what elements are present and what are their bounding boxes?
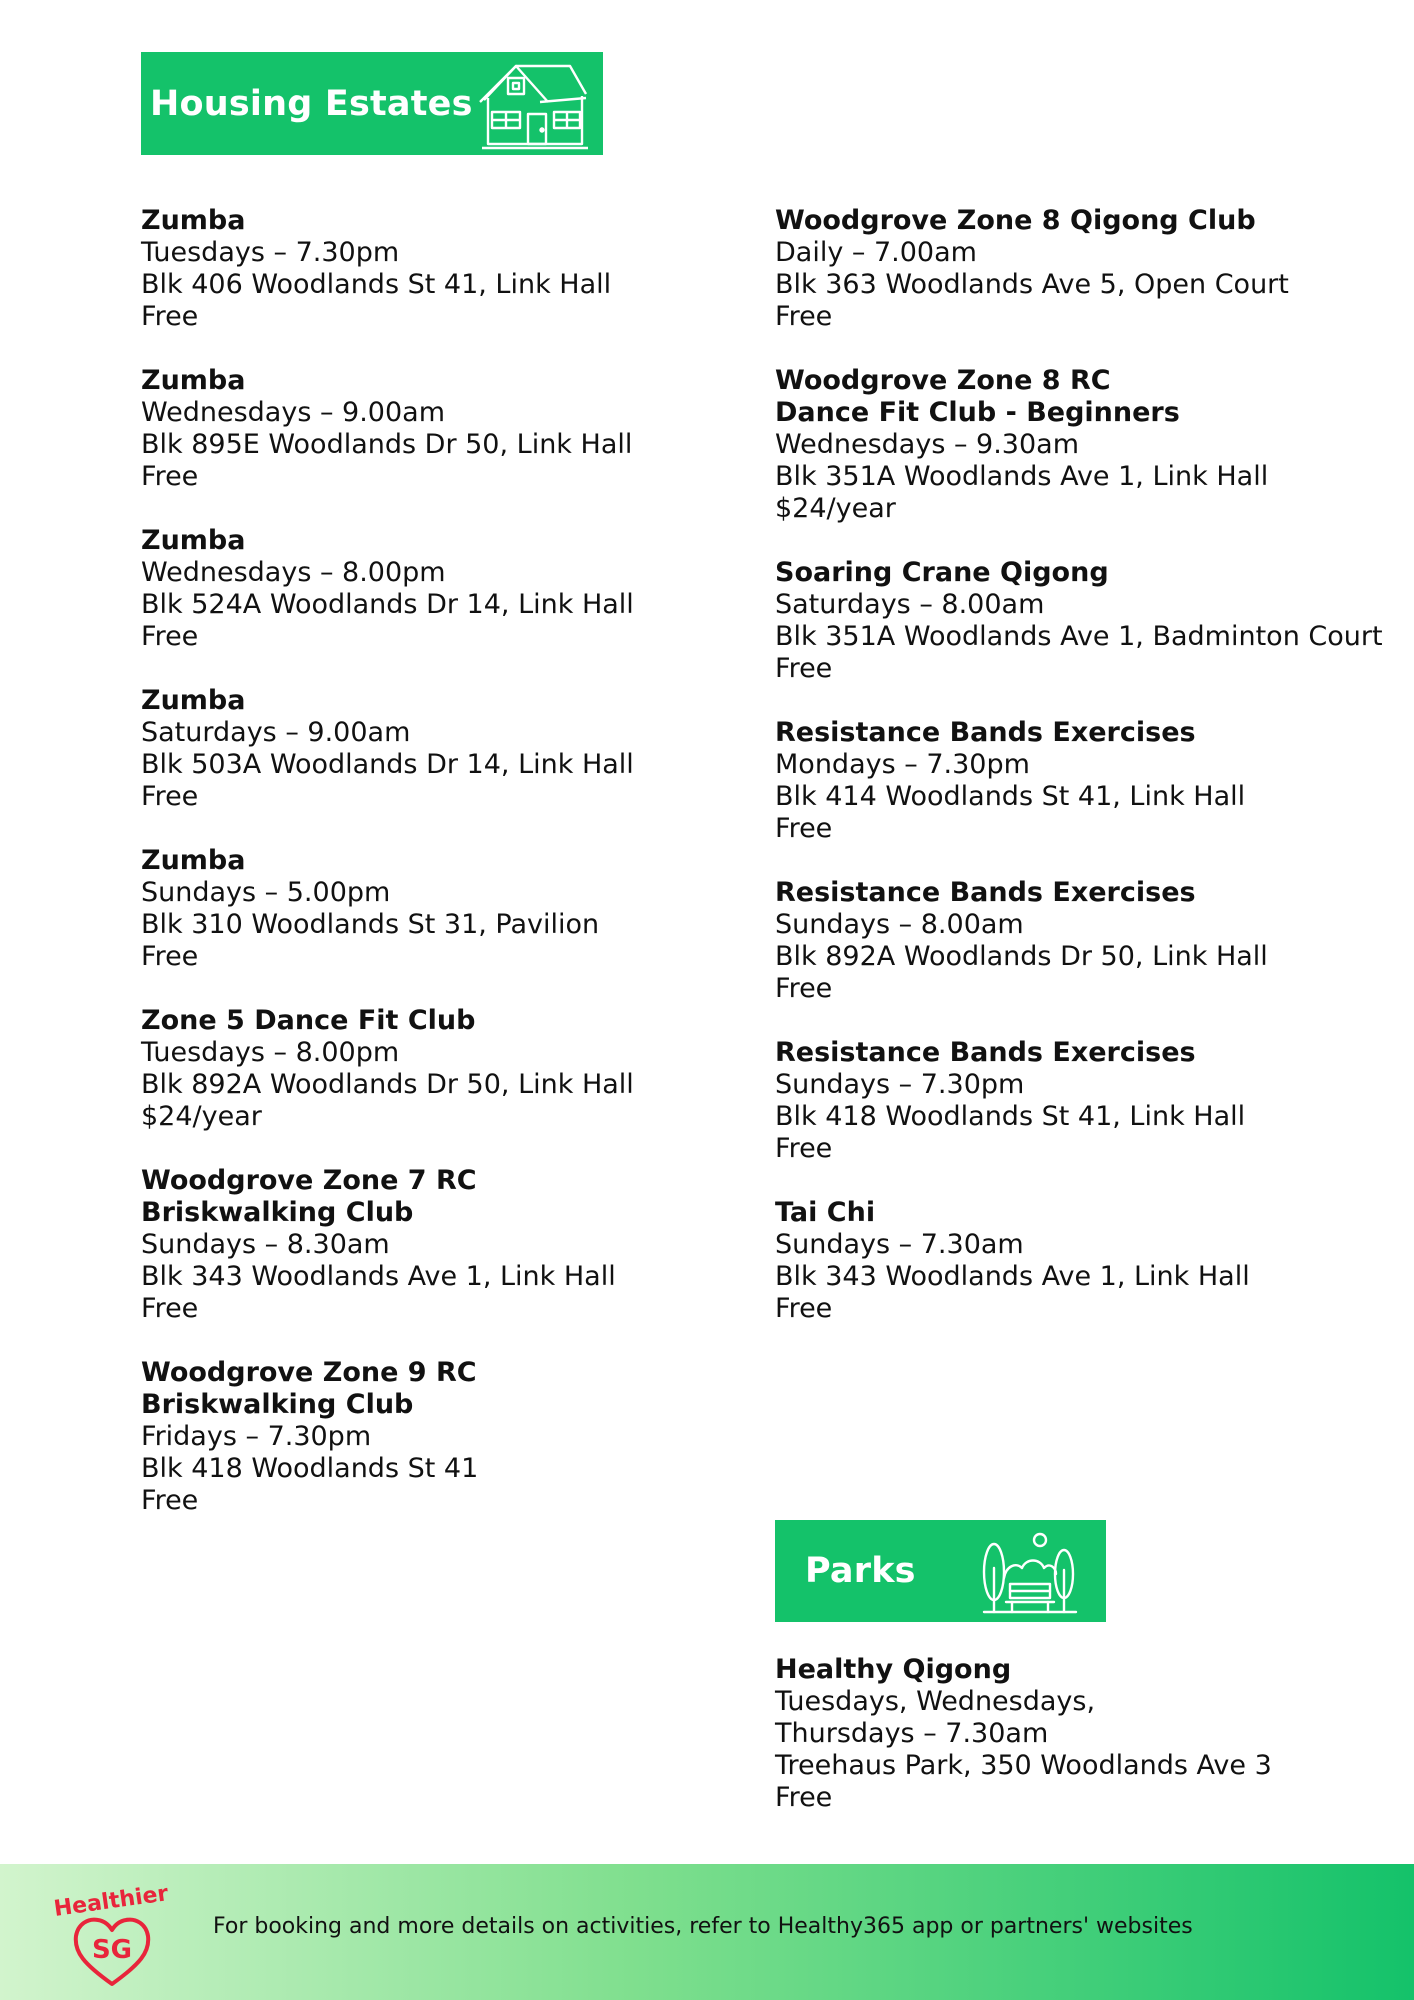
healthier-sg-logo <box>44 1878 180 1992</box>
activity-location: Blk 414 Woodlands St 41, Link Hall <box>775 781 1246 812</box>
activity-name: Zone 5 Dance Fit Club <box>141 1005 476 1036</box>
list-item <box>141 205 721 333</box>
list-item <box>775 877 1395 1005</box>
list-item <box>141 1165 721 1325</box>
list-item <box>775 365 1395 525</box>
activity-price: Free <box>141 1293 199 1324</box>
housing-left-column <box>141 205 721 1549</box>
activity-price: Free <box>141 781 199 812</box>
activity-schedule: Tuesdays, Wednesdays, Thursdays – 7.30am <box>775 1686 1096 1749</box>
activity-name: Zumba <box>141 365 246 396</box>
activity-name: Woodgrove Zone 7 RC Briskwalking Club <box>141 1165 477 1228</box>
activity-schedule: Saturdays – 8.00am <box>775 589 1045 620</box>
park-icon <box>980 1528 1080 1618</box>
activity-name: Zumba <box>141 525 246 556</box>
list-item <box>141 845 721 973</box>
activity-schedule: Mondays – 7.30pm <box>775 749 1030 780</box>
activity-name: Zumba <box>141 205 246 236</box>
activity-location: Blk 343 Woodlands Ave 1, Link Hall <box>775 1261 1250 1292</box>
activity-price: $24/year <box>141 1101 262 1132</box>
activity-schedule: Sundays – 7.30pm <box>775 1069 1025 1100</box>
parks-list <box>775 1654 1395 1846</box>
list-item <box>141 1005 721 1133</box>
list-item <box>141 365 721 493</box>
housing-estates-banner <box>141 52 603 155</box>
list-item <box>775 1654 1395 1814</box>
activity-schedule: Sundays – 8.30am <box>141 1229 390 1260</box>
activity-location: Blk 343 Woodlands Ave 1, Link Hall <box>141 1261 616 1292</box>
activity-price: Free <box>141 941 199 972</box>
activity-name: Soaring Crane Qigong <box>775 557 1109 588</box>
activity-location: Blk 892A Woodlands Dr 50, Link Hall <box>141 1069 634 1100</box>
list-item <box>141 525 721 653</box>
activity-name: Resistance Bands Exercises <box>775 1037 1196 1068</box>
activity-price: $24/year <box>775 493 896 524</box>
housing-estates-title: Housing Estates <box>150 83 473 124</box>
activity-price: Free <box>775 1782 833 1813</box>
parks-banner <box>775 1520 1106 1622</box>
activity-schedule: Sundays – 7.30am <box>775 1229 1024 1260</box>
activity-location: Blk 418 Woodlands St 41 <box>141 1453 479 1484</box>
activity-location: Blk 524A Woodlands Dr 14, Link Hall <box>141 589 634 620</box>
activity-location: Blk 363 Woodlands Ave 5, Open Court <box>775 269 1289 300</box>
activity-name: Tai Chi <box>775 1197 876 1228</box>
activity-price: Free <box>141 301 199 332</box>
activity-price: Free <box>141 461 199 492</box>
list-item <box>775 1037 1395 1165</box>
activity-location: Blk 351A Woodlands Ave 1, Badminton Court <box>775 621 1383 652</box>
activity-price: Free <box>141 1485 199 1516</box>
activity-schedule: Wednesdays – 8.00pm <box>141 557 446 588</box>
housing-right-column <box>775 205 1395 1357</box>
activity-schedule: Wednesdays – 9.30am <box>775 429 1080 460</box>
activity-schedule: Tuesdays – 8.00pm <box>141 1037 400 1068</box>
activity-price: Free <box>775 301 833 332</box>
activity-location: Blk 895E Woodlands Dr 50, Link Hall <box>141 429 633 460</box>
activity-schedule: Sundays – 5.00pm <box>141 877 391 908</box>
activity-location: Blk 351A Woodlands Ave 1, Link Hall <box>775 461 1269 492</box>
activity-price: Free <box>141 621 199 652</box>
activity-price: Free <box>775 973 833 1004</box>
activity-name: Zumba <box>141 685 246 716</box>
list-item <box>141 1357 721 1517</box>
activity-schedule: Saturdays – 9.00am <box>141 717 411 748</box>
activity-price: Free <box>775 1133 833 1164</box>
activity-price: Free <box>775 813 833 844</box>
footer-note: For booking and more details on activities, refer to Healthy365 app or partners' websites <box>213 1914 1193 1939</box>
activity-schedule: Daily – 7.00am <box>775 237 977 268</box>
list-item <box>775 717 1395 845</box>
activity-price: Free <box>775 1293 833 1324</box>
house-icon <box>478 58 592 154</box>
activity-name: Woodgrove Zone 8 Qigong Club <box>775 205 1256 236</box>
activity-name: Resistance Bands Exercises <box>775 717 1196 748</box>
activity-location: Treehaus Park, 350 Woodlands Ave 3 <box>775 1750 1272 1781</box>
list-item <box>775 205 1395 333</box>
activity-location: Blk 310 Woodlands St 31, Pavilion <box>141 909 600 940</box>
footer <box>0 1864 1414 2000</box>
activity-schedule: Wednesdays – 9.00am <box>141 397 446 428</box>
activity-name: Resistance Bands Exercises <box>775 877 1196 908</box>
activity-schedule: Fridays – 7.30pm <box>141 1421 372 1452</box>
parks-title: Parks <box>805 1551 916 1591</box>
activity-location: Blk 503A Woodlands Dr 14, Link Hall <box>141 749 634 780</box>
logo-text-healthier: Healthier <box>52 1881 170 1922</box>
activity-name: Healthy Qigong <box>775 1654 1012 1685</box>
activity-name: Woodgrove Zone 9 RC Briskwalking Club <box>141 1357 477 1420</box>
activity-name: Zumba <box>141 845 246 876</box>
activity-price: Free <box>775 653 833 684</box>
list-item <box>775 557 1395 685</box>
activity-schedule: Sundays – 8.00am <box>775 909 1024 940</box>
activity-location: Blk 406 Woodlands St 41, Link Hall <box>141 269 612 300</box>
logo-text-sg: SG <box>91 1935 133 1965</box>
list-item <box>141 685 721 813</box>
activity-schedule: Tuesdays – 7.30pm <box>141 237 400 268</box>
activity-location: Blk 892A Woodlands Dr 50, Link Hall <box>775 941 1268 972</box>
activity-location: Blk 418 Woodlands St 41, Link Hall <box>775 1101 1246 1132</box>
activity-name: Woodgrove Zone 8 RC Dance Fit Club - Beginners <box>775 365 1180 428</box>
list-item <box>775 1197 1395 1325</box>
